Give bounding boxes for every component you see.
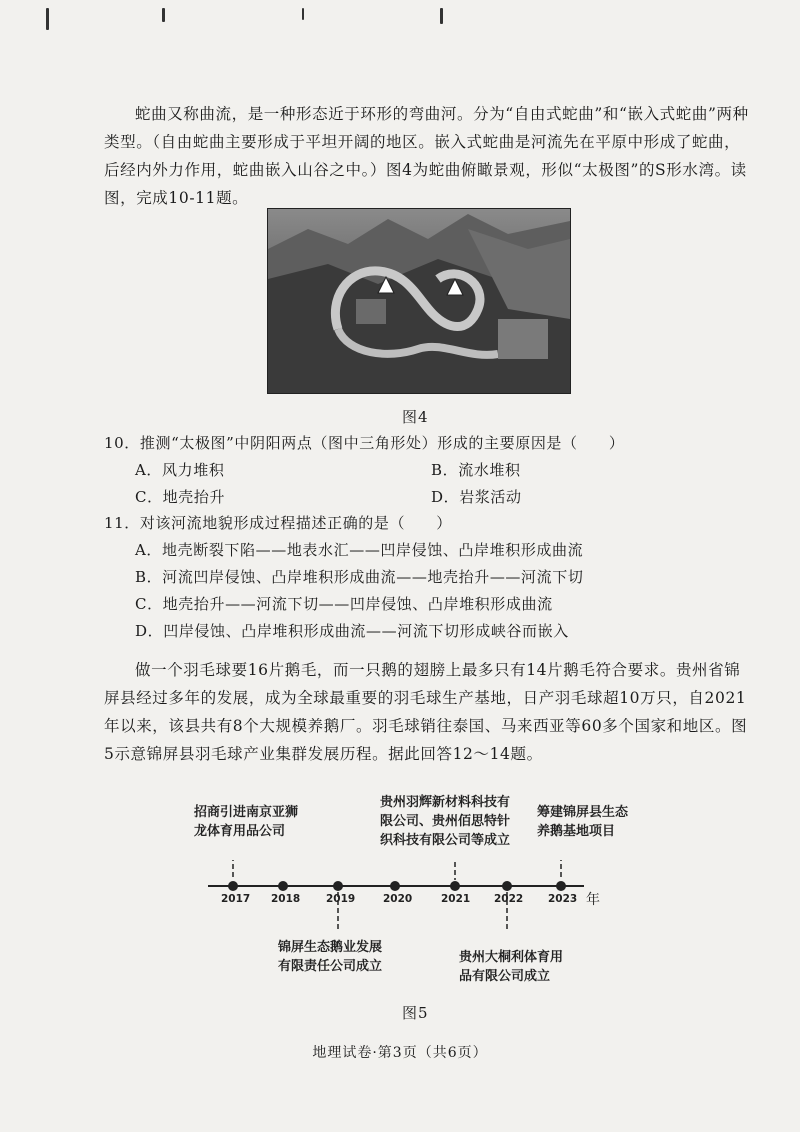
event-2023: 筹建锦屏县生态 养鹅基地项目 — [537, 805, 629, 839]
scan-mark — [440, 8, 443, 24]
figure-4-caption: 图4 — [402, 408, 429, 426]
q10-option-d: D．岩浆活动 — [431, 488, 522, 506]
year-2023: 2023 — [548, 893, 578, 905]
question-11-stem: 11．对该河流地貌形成过程描述正确的是（ ） — [104, 514, 452, 532]
q10-option-a: A．风力堆积 — [135, 461, 225, 479]
timeline-dot-2019 — [333, 881, 343, 891]
timeline-dot-2018 — [278, 881, 288, 891]
q11-option-b: B．河流凹岸侵蚀、凸岸堆积形成曲流——地壳抬升——河流下切 — [135, 568, 584, 586]
year-2022: 2022 — [494, 893, 524, 905]
event-2017: 招商引进南京亚狮 龙体育用品公司 — [194, 805, 299, 839]
q11-option-a: A．地壳断裂下陷——地表水汇——凹岸侵蚀、凸岸堆积形成曲流 — [135, 541, 584, 559]
question-10-stem: 10．推测“太极图”中阴阳两点（图中三角形处）形成的主要原因是（ ） — [104, 434, 625, 452]
year-unit: 年 — [586, 892, 600, 908]
year-2019: 2019 — [326, 893, 356, 905]
badminton-passage: 做一个羽毛球要16片鹅毛，而一只鹅的翅膀上最多只有14片鹅毛符合要求。贵州省锦屏县经过多年的发展，成为全球最重要的羽毛球生产基地，日产羽毛球超10万只，自2021年以来，该县共有8个大规模养鹅厂。羽毛球销往泰国、马来西亚等60多个国家和地区。图5示意锦屏县羽毛球产业集群发展历程。据此回答12～14题。 — [104, 661, 748, 763]
intro-paragraph: 蛇曲又称曲流，是一种形态近于环形的弯曲河。分为“自由式蛇曲”和“嵌入式蛇曲”两种类型。（自由蛇曲主要形成于平坦开阔的地区。嵌入式蛇曲是河流先在平原中形成了蛇曲，后经内外力作用，蛇曲嵌入山谷之中。）图4为蛇曲俯瞰景观，形似“太极图”的S形水湾。读图，完成10-11题。 — [104, 105, 749, 207]
event-2021: 贵州羽辉新材料科技有 限公司、贵州佰思特针 织科技有限公司等成立 — [380, 795, 511, 848]
q11-option-c: C．地壳抬升——河流下切——凹岸侵蚀、凸岸堆积形成曲流 — [135, 595, 553, 613]
year-2020: 2020 — [383, 893, 413, 905]
figure-5-caption: 图5 — [402, 1004, 429, 1022]
scan-mark — [46, 8, 49, 30]
timeline-dot-2020 — [390, 881, 400, 891]
meander-aerial-photo — [267, 208, 571, 394]
timeline-dot-2021 — [450, 881, 460, 891]
q11-option-d: D．凹岸侵蚀、凸岸堆积形成曲流——河流下切形成峡谷而嵌入 — [135, 622, 569, 640]
scan-mark — [162, 8, 165, 22]
timeline-dot-2023 — [556, 881, 566, 891]
timeline-graphic — [0, 860, 800, 960]
event-2019: 锦屏生态鹅业发展 有限责任公司成立 — [278, 940, 383, 974]
page-footer: 地理试卷·第3页（共6页） — [312, 1045, 488, 1061]
year-2017: 2017 — [221, 893, 251, 905]
timeline-dot-2017 — [228, 881, 238, 891]
year-2021: 2021 — [441, 893, 471, 905]
timeline-dot-2022 — [502, 881, 512, 891]
event-2022: 贵州大桐利体育用 品有限公司成立 — [459, 950, 564, 984]
scan-mark — [302, 8, 304, 20]
year-2018: 2018 — [271, 893, 301, 905]
q10-option-b: B．流水堆积 — [431, 461, 521, 479]
q10-option-c: C．地壳抬升 — [135, 488, 226, 506]
